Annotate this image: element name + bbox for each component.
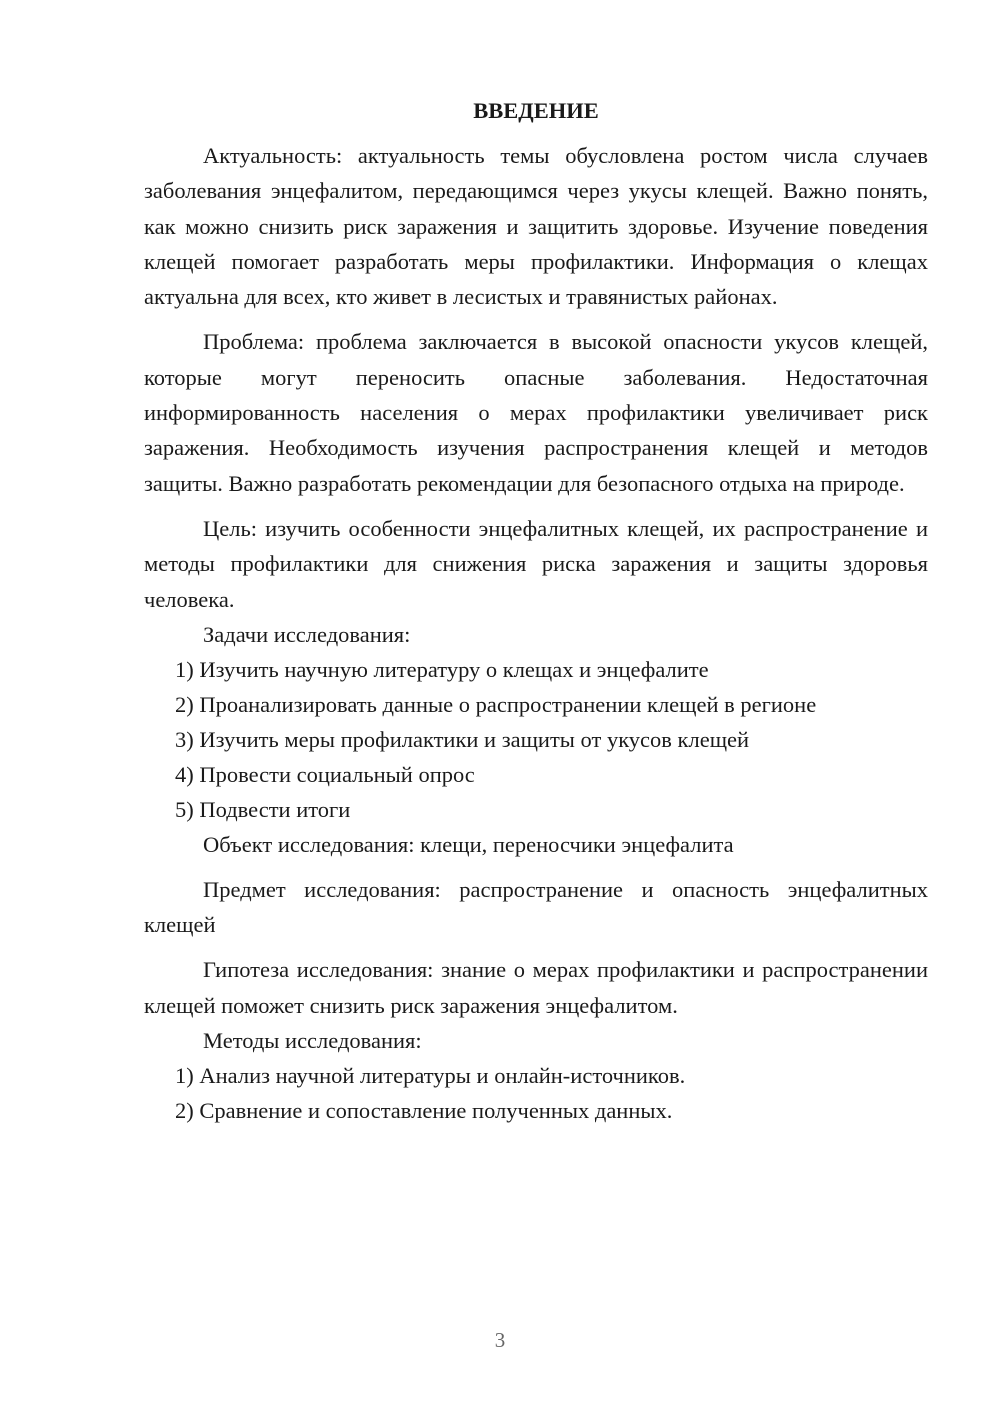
method-item: 1) Анализ научной литературы и онлайн-источников. xyxy=(175,1063,686,1089)
document-page xyxy=(144,93,928,1128)
research-subject: Предмет исследования: распространение и опасность энцефалитных клещей xyxy=(144,876,928,938)
problem-paragraph: Проблема: проблема заключается в высокой опасности укусов клещей, которые могут переносить опасные заболевания. Недостаточная информированность населения о мерах профилактики увеличивает риск заражения. Необходимость изучения распространения клещей и методов защиты. Важно разработать рекомендации для безопасного отдыха на природе. xyxy=(144,329,928,496)
goal-paragraph: Цель: изучить особенности энцефалитных клещей, их распространение и методы профилактики для снижения риска заражения и защиты здоровья человека. xyxy=(144,515,928,612)
research-object: Объект исследования: клещи, переносчики энцефалита xyxy=(203,831,734,857)
task-item: 2) Проанализировать данные о распространении клещей в регионе xyxy=(175,691,817,717)
section-heading: ВВЕДЕНИЕ xyxy=(473,98,599,123)
task-item: 4) Провести социальный опрос xyxy=(175,761,475,787)
page-number: 3 xyxy=(494,1328,506,1352)
task-item: 1) Изучить научную литературу о клещах и энцефалите xyxy=(175,656,709,682)
tasks-list xyxy=(144,652,928,827)
tasks-label: Задачи исследования: xyxy=(203,621,411,647)
task-item: 5) Подвести итоги xyxy=(175,796,351,822)
methods-label: Методы исследования: xyxy=(203,1028,422,1054)
method-item: 2) Сравнение и сопоставление полученных данных. xyxy=(175,1098,673,1124)
research-hypothesis: Гипотеза исследования: знание о мерах профилактики и распространении клещей поможет снизить риск заражения энцефалитом. xyxy=(144,957,928,1018)
task-item: 3) Изучить меры профилактики и защиты от укусов клещей xyxy=(175,726,750,752)
methods-list xyxy=(144,1058,928,1128)
relevance-paragraph: Актуальность: актуальность темы обусловлена ростом числа случаев заболевания энцефалитом, передающимся через укусы клещей. Важно понять, как можно снизить риск заражения и защитить здоровье. Изучение поведения клещей помогает разработать меры профилактики. Информация о клещах актуальна для всех, кто живет в лесистых и травянистых районах. xyxy=(144,143,928,310)
